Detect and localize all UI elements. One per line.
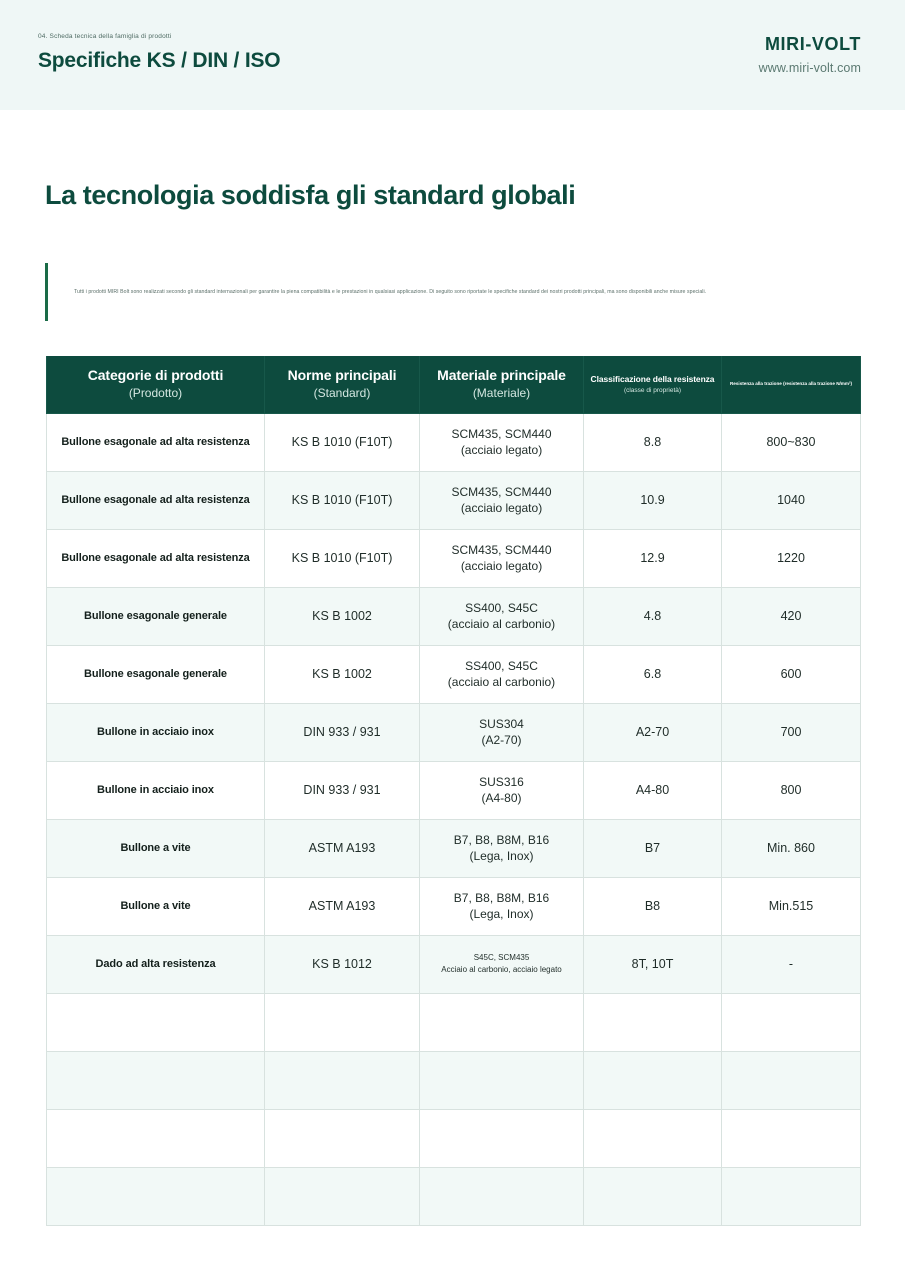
header-left-group <box>38 33 280 73</box>
material-main-text: SCM435, SCM440 <box>451 542 552 557</box>
cell-strength-class: A4-80 <box>584 761 722 819</box>
header-eyebrow: 04. Scheda tecnica della famiglia di prodotti <box>38 33 172 40</box>
material-main-text: B7, B8, B8M, B16 <box>453 890 550 905</box>
cell-standard: KS B 1002 <box>265 587 420 645</box>
cell-empty <box>420 1051 584 1109</box>
material-main-text: SS400, S45C <box>465 600 538 615</box>
material-main-text: SCM435, SCM440 <box>451 426 552 441</box>
cell-tensile-strength: Min.515 <box>722 877 861 935</box>
column-header-category <box>47 356 265 413</box>
material-sub-text: (A4-80) <box>481 791 522 805</box>
material-sub-text: (acciaio legato) <box>460 443 543 457</box>
cell-strength-class: B7 <box>584 819 722 877</box>
cell-strength-class: 12.9 <box>584 529 722 587</box>
cell-material <box>420 703 584 761</box>
cell-tensile-strength: - <box>722 935 861 993</box>
page-title: Specifiche KS / DIN / ISO <box>38 49 281 72</box>
table-row <box>47 413 861 471</box>
cell-empty <box>584 1167 722 1225</box>
material-sub-text: (acciaio al carbonio) <box>447 675 556 689</box>
cell-material <box>420 587 584 645</box>
material-main-text: B7, B8, B8M, B16 <box>453 832 550 847</box>
column-header-material-main: Materiale principale <box>437 366 566 383</box>
material-sub-text: (Lega, Inox) <box>469 849 534 863</box>
cell-standard: ASTM A193 <box>265 877 420 935</box>
section-heading: La tecnologia soddisfa gli standard globali <box>45 180 576 210</box>
material-sub-text: (acciaio legato) <box>460 559 543 573</box>
cell-empty <box>47 1051 265 1109</box>
table-row <box>47 529 861 587</box>
table-row <box>47 703 861 761</box>
cell-tensile-strength: 700 <box>722 703 861 761</box>
cell-empty <box>265 1109 420 1167</box>
cell-product-category: Bullone esagonale ad alta resistenza <box>47 413 265 471</box>
cell-empty <box>420 1109 584 1167</box>
cell-material <box>420 645 584 703</box>
material-main-text: SCM435, SCM440 <box>451 484 552 499</box>
cell-standard: DIN 933 / 931 <box>265 703 420 761</box>
cell-standard: KS B 1010 (F10T) <box>265 413 420 471</box>
cell-material <box>420 471 584 529</box>
material-main-text: SS400, S45C <box>465 658 538 673</box>
cell-empty <box>47 1167 265 1225</box>
table-body <box>47 413 861 1225</box>
column-header-material <box>420 356 584 413</box>
cell-standard: ASTM A193 <box>265 819 420 877</box>
column-header-strength-class-sub: (classe di proprietà) <box>623 386 682 394</box>
column-header-category-sub: (Prodotto) <box>128 386 183 401</box>
intro-block <box>45 263 845 321</box>
cell-strength-class: A2-70 <box>584 703 722 761</box>
table-row <box>47 471 861 529</box>
cell-tensile-strength: 420 <box>722 587 861 645</box>
cell-tensile-strength: 600 <box>722 645 861 703</box>
cell-product-category: Bullone esagonale generale <box>47 645 265 703</box>
cell-empty <box>584 993 722 1051</box>
cell-tensile-strength: Min. 860 <box>722 819 861 877</box>
cell-empty <box>722 1109 861 1167</box>
brand-website-url: www.miri-volt.com <box>758 61 861 75</box>
column-header-category-main: Categorie di prodotti <box>87 366 224 383</box>
table-row <box>47 761 861 819</box>
column-header-strength-class <box>584 356 722 413</box>
cell-empty <box>265 1051 420 1109</box>
cell-material <box>420 413 584 471</box>
specifications-table <box>46 356 861 1226</box>
cell-strength-class: 8T, 10T <box>584 935 722 993</box>
table-header-row <box>47 356 861 413</box>
intro-paragraph: Tutti i prodotti MIRI Bolt sono realizzati secondo gli standard internazionali per garantire la piena compatibilità e le prestazioni in qualsiasi applicazione. Di seguito sono riportate le specifiche standard dei nostri prodotti principali, ma sono disponibili anche misure speciali. <box>74 288 707 295</box>
cell-product-category: Bullone a vite <box>47 819 265 877</box>
cell-product-category: Bullone in acciaio inox <box>47 703 265 761</box>
table-row <box>47 819 861 877</box>
cell-product-category: Bullone esagonale generale <box>47 587 265 645</box>
cell-product-category: Bullone esagonale ad alta resistenza <box>47 471 265 529</box>
table-row-empty <box>47 1167 861 1225</box>
column-header-strength-class-main: Classificazione della resistenza <box>590 373 715 384</box>
cell-material <box>420 877 584 935</box>
cell-strength-class: 10.9 <box>584 471 722 529</box>
cell-standard: KS B 1010 (F10T) <box>265 529 420 587</box>
cell-product-category: Bullone a vite <box>47 877 265 935</box>
cell-empty <box>420 993 584 1051</box>
cell-product-category: Bullone esagonale ad alta resistenza <box>47 529 265 587</box>
cell-strength-class: 4.8 <box>584 587 722 645</box>
cell-empty <box>265 1167 420 1225</box>
material-main-text: SUS304 <box>479 716 524 731</box>
cell-tensile-strength: 1040 <box>722 471 861 529</box>
header-brand-group <box>759 34 861 75</box>
cell-tensile-strength: 1220 <box>722 529 861 587</box>
material-sub-text: (acciaio al carbonio) <box>447 617 556 631</box>
material-sub-text: Acciaio al carbonio, acciaio legato <box>441 965 562 974</box>
material-sub-text: (acciaio legato) <box>460 501 543 515</box>
cell-material <box>420 761 584 819</box>
column-header-tensile-strength-main: Resistenza alla trazione (resistenza alla trazione N/mm²) <box>729 381 853 387</box>
table-row-empty <box>47 1051 861 1109</box>
cell-standard: KS B 1012 <box>265 935 420 993</box>
cell-empty <box>47 1109 265 1167</box>
material-sub-text: (A2-70) <box>481 733 522 747</box>
cell-product-category: Bullone in acciaio inox <box>47 761 265 819</box>
column-header-standard-sub: (Standard) <box>313 386 371 401</box>
brand-logo-text: MIRI-VOLT <box>764 34 861 54</box>
cell-strength-class: B8 <box>584 877 722 935</box>
material-sub-text: (Lega, Inox) <box>469 907 534 921</box>
table-row-empty <box>47 993 861 1051</box>
cell-empty <box>265 993 420 1051</box>
column-header-standard <box>265 356 420 413</box>
cell-empty <box>722 993 861 1051</box>
table-row <box>47 877 861 935</box>
cell-empty <box>722 1167 861 1225</box>
material-main-text: SUS316 <box>479 774 524 789</box>
column-header-material-sub: (Materiale) <box>472 386 531 401</box>
cell-material <box>420 529 584 587</box>
cell-tensile-strength: 800~830 <box>722 413 861 471</box>
cell-material <box>420 819 584 877</box>
cell-empty <box>420 1167 584 1225</box>
table-row <box>47 935 861 993</box>
cell-empty <box>47 993 265 1051</box>
cell-strength-class: 8.8 <box>584 413 722 471</box>
column-header-standard-main: Norme principali <box>287 366 397 383</box>
cell-empty <box>722 1051 861 1109</box>
material-main-text: S45C, SCM435 <box>473 953 530 962</box>
table-header <box>47 356 861 413</box>
cell-empty <box>584 1051 722 1109</box>
column-header-tensile-strength <box>722 356 861 413</box>
cell-standard: DIN 933 / 931 <box>265 761 420 819</box>
table-row <box>47 587 861 645</box>
table-row <box>47 645 861 703</box>
table-row-empty <box>47 1109 861 1167</box>
cell-strength-class: 6.8 <box>584 645 722 703</box>
cell-product-category: Dado ad alta resistenza <box>47 935 265 993</box>
cell-empty <box>584 1109 722 1167</box>
cell-standard: KS B 1002 <box>265 645 420 703</box>
page-header-band <box>0 0 905 110</box>
cell-tensile-strength: 800 <box>722 761 861 819</box>
cell-standard: KS B 1010 (F10T) <box>265 471 420 529</box>
cell-material <box>420 935 584 993</box>
